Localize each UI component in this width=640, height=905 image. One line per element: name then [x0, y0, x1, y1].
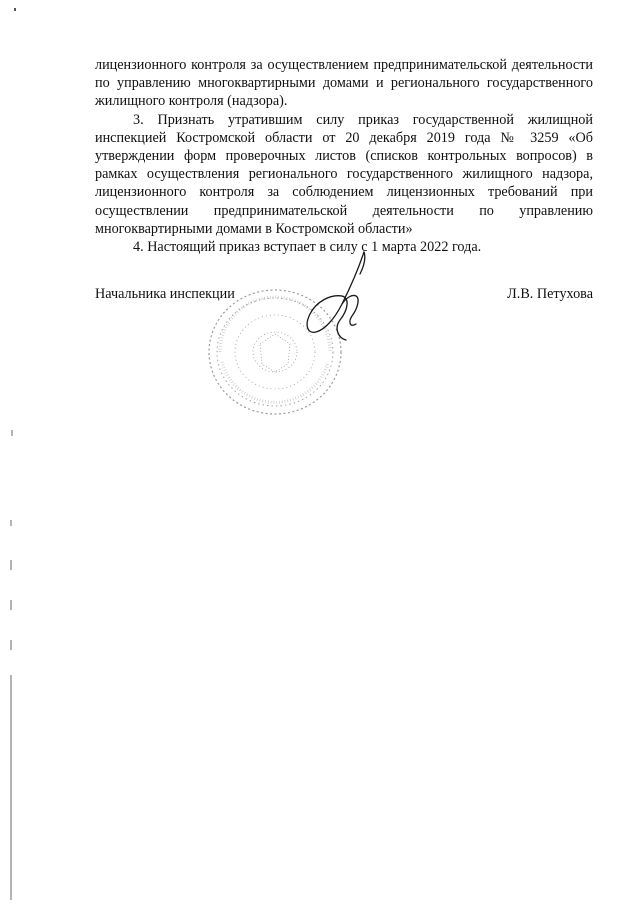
paragraph-2-continuation: лицензионного контроля за осуществлением предпринимательской деятельности по управлению многоквартирными домами и регионального государственного жилищного контроля (надзора). — [95, 57, 593, 110]
signature-row — [95, 285, 593, 305]
signer-position: Начальника инспекции — [95, 286, 235, 302]
document-body — [95, 56, 593, 256]
paragraph-4: 4. Настоящий приказ вступает в силу с 1 марта 2022 года. — [133, 239, 482, 256]
signer-name: Л.В. Петухова — [507, 286, 593, 302]
scan-dot-top — [14, 8, 16, 11]
paragraph-3: 3. Признать утратившим силу приказ государственной жилищной инспекцией Костромской области от 20 декабря 2019 года № 3259 «Об утверждении форм проверочных листов (списков контрольных вопросов) в рамках осуществления регионального государственного жилищного надзора, лицензионного контроля за соблюдением лицензионных требований при осуществлении предпринимательской деятельности по управлению многоквартирными домами в Костромской области» — [95, 111, 593, 237]
scan-edge-artifacts — [6, 430, 18, 900]
